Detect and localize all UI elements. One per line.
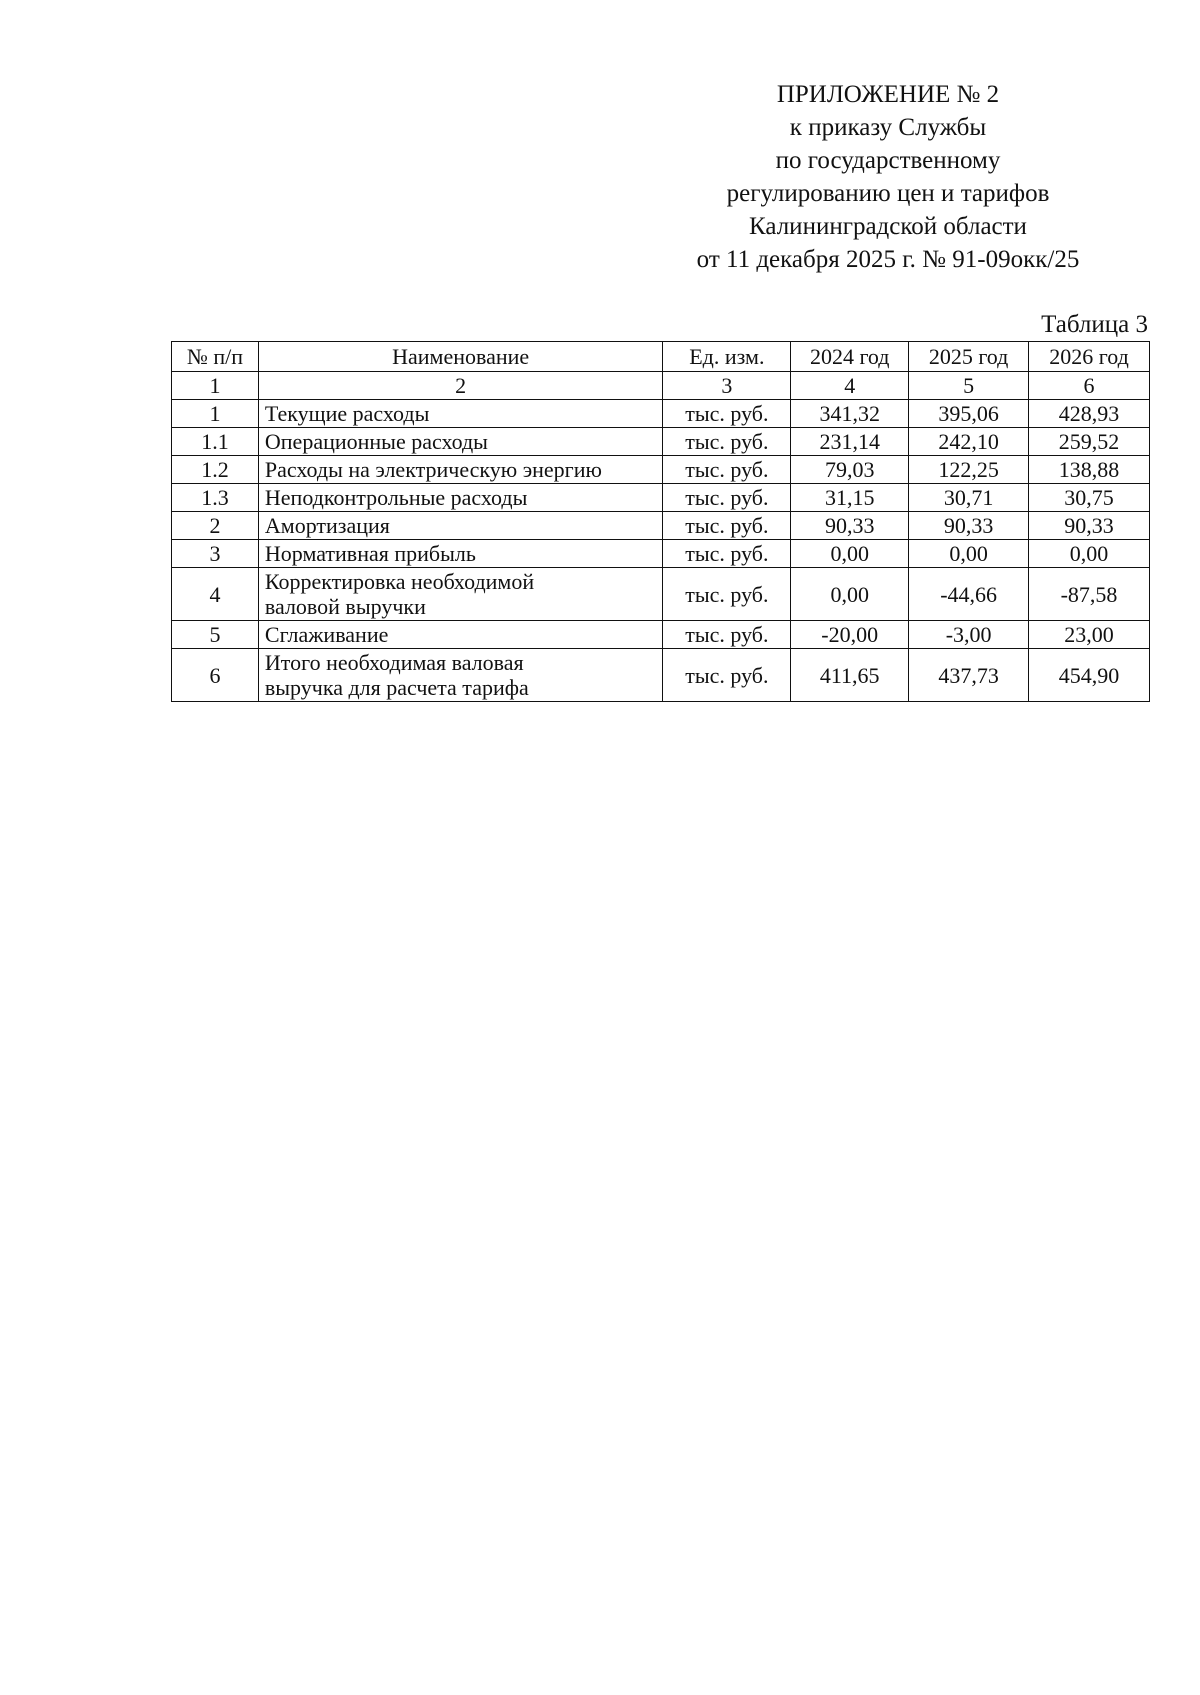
row-name: Текущие расходы xyxy=(258,400,663,428)
value-2025: -3,00 xyxy=(909,621,1029,649)
table-row xyxy=(172,649,1150,702)
value-2024: 0,00 xyxy=(791,568,909,621)
row-unit: тыс. руб. xyxy=(663,621,791,649)
row-number: 6 xyxy=(172,649,259,702)
table-row xyxy=(172,456,1150,484)
appendix-ref-line: по государственному xyxy=(775,147,1001,174)
row-name: Расходы на электрическую энергию xyxy=(258,456,663,484)
row-name xyxy=(258,649,663,702)
row-number: 1 xyxy=(172,400,259,428)
appendix-ref-line: к приказу Службы xyxy=(789,114,987,141)
appendix-header xyxy=(628,78,1148,276)
column-index: 4 xyxy=(791,372,909,400)
row-name-line: выручка для расчета тарифа xyxy=(264,675,529,700)
value-2026: 23,00 xyxy=(1029,621,1150,649)
value-2025: 122,25 xyxy=(909,456,1029,484)
column-index: 3 xyxy=(663,372,791,400)
value-2024: 79,03 xyxy=(791,456,909,484)
table-row xyxy=(172,484,1150,512)
table-row xyxy=(172,512,1150,540)
appendix-ref-line: регулированию цен и тарифов xyxy=(726,180,1050,207)
value-2025: 30,71 xyxy=(909,484,1029,512)
column-index: 5 xyxy=(909,372,1029,400)
row-number: 3 xyxy=(172,540,259,568)
row-name-line: Корректировка необходимой xyxy=(264,569,535,594)
table-row xyxy=(172,621,1150,649)
table-row xyxy=(172,540,1150,568)
value-2024: 231,14 xyxy=(791,428,909,456)
table-header-row xyxy=(172,342,1150,372)
row-name: Неподконтрольные расходы xyxy=(258,484,663,512)
row-number: 4 xyxy=(172,568,259,621)
value-2026: 259,52 xyxy=(1029,428,1150,456)
row-number: 1.1 xyxy=(172,428,259,456)
appendix-ref-line: Калининградской области xyxy=(749,213,1027,240)
row-unit: тыс. руб. xyxy=(663,649,791,702)
table-row xyxy=(172,400,1150,428)
row-name-line: валовой выручки xyxy=(264,594,426,619)
tariff-table xyxy=(171,341,1150,702)
value-2026: 0,00 xyxy=(1029,540,1150,568)
column-header-2026: 2026 год xyxy=(1029,342,1150,372)
table-row xyxy=(172,428,1150,456)
table-row xyxy=(172,568,1150,621)
value-2024: -20,00 xyxy=(791,621,909,649)
column-header-2024: 2024 год xyxy=(791,342,909,372)
value-2026: 30,75 xyxy=(1029,484,1150,512)
table-caption: Таблица 3 xyxy=(1041,311,1148,338)
row-number: 1.2 xyxy=(172,456,259,484)
column-header-name: Наименование xyxy=(258,342,663,372)
value-2026: 138,88 xyxy=(1029,456,1150,484)
row-unit: тыс. руб. xyxy=(663,428,791,456)
value-2024: 0,00 xyxy=(791,540,909,568)
value-2025: -44,66 xyxy=(909,568,1029,621)
value-2024: 341,32 xyxy=(791,400,909,428)
appendix-order-date: от 11 декабря 2025 г. № 91-09окк/25 xyxy=(696,246,1080,273)
row-name xyxy=(258,568,663,621)
row-number: 5 xyxy=(172,621,259,649)
column-header-unit: Ед. изм. xyxy=(663,342,791,372)
column-index: 1 xyxy=(172,372,259,400)
value-2026: -87,58 xyxy=(1029,568,1150,621)
value-2026: 428,93 xyxy=(1029,400,1150,428)
row-unit: тыс. руб. xyxy=(663,400,791,428)
row-name: Операционные расходы xyxy=(258,428,663,456)
row-unit: тыс. руб. xyxy=(663,484,791,512)
row-number: 2 xyxy=(172,512,259,540)
value-2025: 395,06 xyxy=(909,400,1029,428)
row-number: 1.3 xyxy=(172,484,259,512)
value-2025: 90,33 xyxy=(909,512,1029,540)
column-index: 6 xyxy=(1029,372,1150,400)
value-2025: 437,73 xyxy=(909,649,1029,702)
value-2024: 31,15 xyxy=(791,484,909,512)
row-name: Амортизация xyxy=(258,512,663,540)
value-2025: 0,00 xyxy=(909,540,1029,568)
row-unit: тыс. руб. xyxy=(663,512,791,540)
column-index: 2 xyxy=(258,372,663,400)
row-unit: тыс. руб. xyxy=(663,456,791,484)
value-2025: 242,10 xyxy=(909,428,1029,456)
column-header-2025: 2025 год xyxy=(909,342,1029,372)
value-2026: 454,90 xyxy=(1029,649,1150,702)
value-2026: 90,33 xyxy=(1029,512,1150,540)
row-name-line: Итого необходимая валовая xyxy=(264,650,524,675)
row-name: Сглаживание xyxy=(258,621,663,649)
column-header-number: № п/п xyxy=(172,342,259,372)
column-index-row xyxy=(172,372,1150,400)
row-name: Нормативная прибыль xyxy=(258,540,663,568)
appendix-title: ПРИЛОЖЕНИЕ № 2 xyxy=(776,81,1000,108)
row-unit: тыс. руб. xyxy=(663,568,791,621)
row-unit: тыс. руб. xyxy=(663,540,791,568)
value-2024: 90,33 xyxy=(791,512,909,540)
value-2024: 411,65 xyxy=(791,649,909,702)
